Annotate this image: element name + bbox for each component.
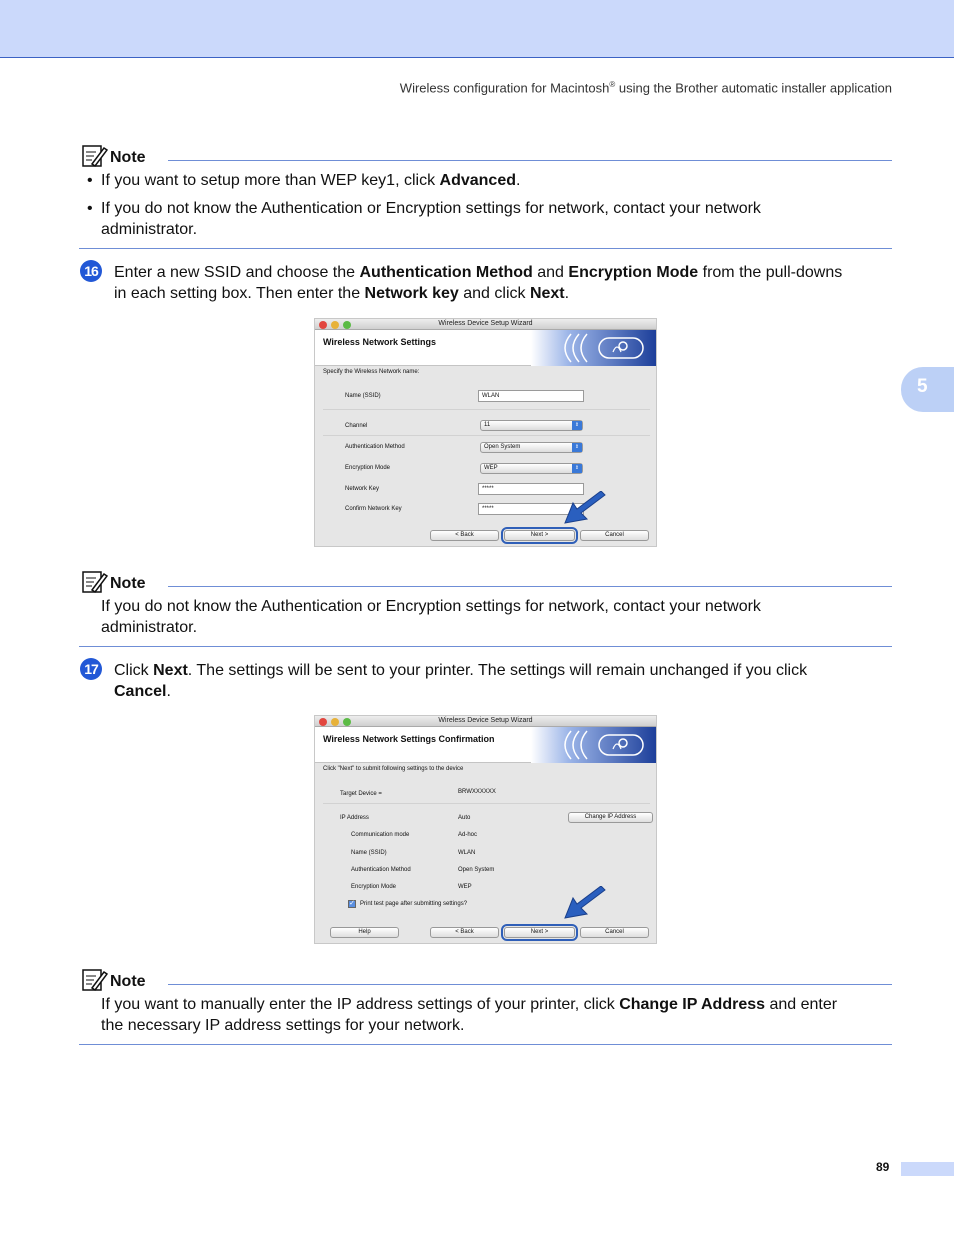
- ssid-value: WLAN: [458, 850, 476, 856]
- note-header: [82, 968, 892, 994]
- note3-text: If you want to manually enter the IP address settings of your printer, click Change IP Address and enter the necessary IP address settings for your network.: [101, 996, 838, 1034]
- note-end-rule: [79, 646, 892, 647]
- target-device-label: Target Device =: [340, 791, 382, 797]
- note-label: Note: [110, 973, 146, 990]
- note-header: [82, 144, 892, 170]
- ip-address-value: Auto: [458, 815, 471, 821]
- auth-value: Open System: [458, 867, 495, 873]
- auth-label: Authentication Method: [351, 867, 411, 873]
- note-label: Note: [110, 149, 146, 166]
- comm-mode-label: Communication mode: [351, 832, 410, 838]
- window-title: Wireless Device Setup Wizard: [438, 717, 533, 724]
- auth-label: Authentication Method: [345, 444, 405, 450]
- popup-arrows-icon: ⇕: [572, 464, 582, 473]
- note-pencil-icon: [82, 570, 108, 594]
- step16-text: Enter a new SSID and choose the Authentication Method and Encryption Mode from the pull-downs in each setting box. Then enter the Network key and click Next.: [114, 264, 843, 302]
- wizard-heading: Wireless Network Settings: [323, 337, 436, 347]
- encryption-label: Encryption Mode: [345, 465, 391, 471]
- wizard-banner: [315, 330, 656, 366]
- window-titlebar: [315, 716, 656, 727]
- cancel-button[interactable]: Cancel: [580, 927, 649, 938]
- chapter-tab: [901, 367, 954, 412]
- bullet: •: [87, 200, 93, 217]
- channel-select[interactable]: 11 ⇕: [480, 420, 583, 431]
- instruction-text: Specify the Wireless Network name:: [323, 369, 420, 375]
- note-header: [82, 570, 892, 596]
- wireless-logo-icon: [531, 330, 656, 366]
- pointer-arrow-icon: [561, 886, 607, 920]
- note-rule: [168, 586, 892, 587]
- ssid-label: Name (SSID): [345, 393, 381, 399]
- note-pencil-icon: [82, 968, 108, 992]
- wireless-settings-screenshot: [314, 318, 657, 547]
- note-rule: [168, 984, 892, 985]
- change-ip-address-button[interactable]: Change IP Address: [568, 812, 653, 823]
- back-button[interactable]: < Back: [430, 927, 499, 938]
- note2-text: If you do not know the Authentication or Encryption settings for network, contact your network administrator.: [101, 598, 761, 636]
- note-end-rule: [79, 1044, 892, 1045]
- chapter-number: 5: [917, 376, 928, 397]
- separator: [323, 435, 650, 436]
- comm-mode-value: Ad-hoc: [458, 832, 478, 838]
- print-test-page-checkbox[interactable]: ✓: [349, 900, 355, 907]
- ssid-input[interactable]: WLAN: [478, 390, 584, 402]
- wireless-logo-icon: [531, 727, 656, 763]
- confirm-key-label: Confirm Network Key: [345, 506, 402, 512]
- popup-arrows-icon: ⇕: [572, 421, 582, 430]
- auth-method-select[interactable]: Open System ⇕: [480, 442, 583, 453]
- note-label: Note: [110, 575, 146, 592]
- ip-address-label: IP Address: [340, 815, 369, 821]
- ssid-label: Name (SSID): [351, 850, 387, 856]
- note1-bullet2: If you do not know the Authentication or Encryption settings for network, contact your network administrator.: [101, 200, 761, 238]
- step17-text: Click Next. The settings will be sent to your printer. The settings will remain unchanged if you click Cancel.: [114, 662, 808, 700]
- encryption-value: WEP: [458, 884, 472, 890]
- channel-label: Channel: [345, 423, 368, 429]
- print-test-page-label: Print test page after submitting settings?: [360, 901, 468, 907]
- next-button[interactable]: Next >: [504, 530, 575, 541]
- running-header: Wireless configuration for Macintosh® using the Brother automatic installer application: [399, 80, 892, 96]
- pointer-arrow-icon: [561, 491, 607, 525]
- back-button[interactable]: < Back: [430, 530, 499, 541]
- page-number: 89: [876, 1160, 890, 1174]
- step-number-16: 16: [80, 260, 102, 282]
- network-key-label: Network Key: [345, 486, 380, 492]
- note-rule: [168, 160, 892, 161]
- network-key-input[interactable]: *****: [478, 483, 584, 495]
- separator: [323, 803, 650, 804]
- instruction-text: Click "Next" to submit following settings to the device: [323, 766, 464, 772]
- confirm-key-input[interactable]: *****: [478, 503, 584, 515]
- window-titlebar: [315, 319, 656, 330]
- encryption-label: Encryption Mode: [351, 884, 397, 890]
- top-header-band: [0, 0, 954, 58]
- note1-bullet1: If you want to setup more than WEP key1, click Advanced.: [101, 172, 521, 189]
- wizard-banner: [315, 727, 656, 763]
- window-title: Wireless Device Setup Wizard: [438, 320, 533, 327]
- bullet: •: [87, 172, 93, 189]
- popup-arrows-icon: ⇕: [572, 443, 582, 452]
- note-pencil-icon: [82, 144, 108, 168]
- help-button[interactable]: Help: [330, 927, 399, 938]
- encryption-mode-select[interactable]: WEP ⇕: [480, 463, 583, 474]
- confirmation-screenshot: [314, 715, 657, 944]
- target-device-value: BRWXXXXXX: [458, 789, 496, 795]
- cancel-button[interactable]: Cancel: [580, 530, 649, 541]
- step-number-17: 17: [80, 658, 102, 680]
- page-number-block: [901, 1162, 954, 1176]
- separator: [323, 409, 650, 410]
- note-end-rule: [79, 248, 892, 249]
- wizard-heading: Wireless Network Settings Confirmation: [323, 734, 495, 744]
- next-button[interactable]: Next >: [504, 927, 575, 938]
